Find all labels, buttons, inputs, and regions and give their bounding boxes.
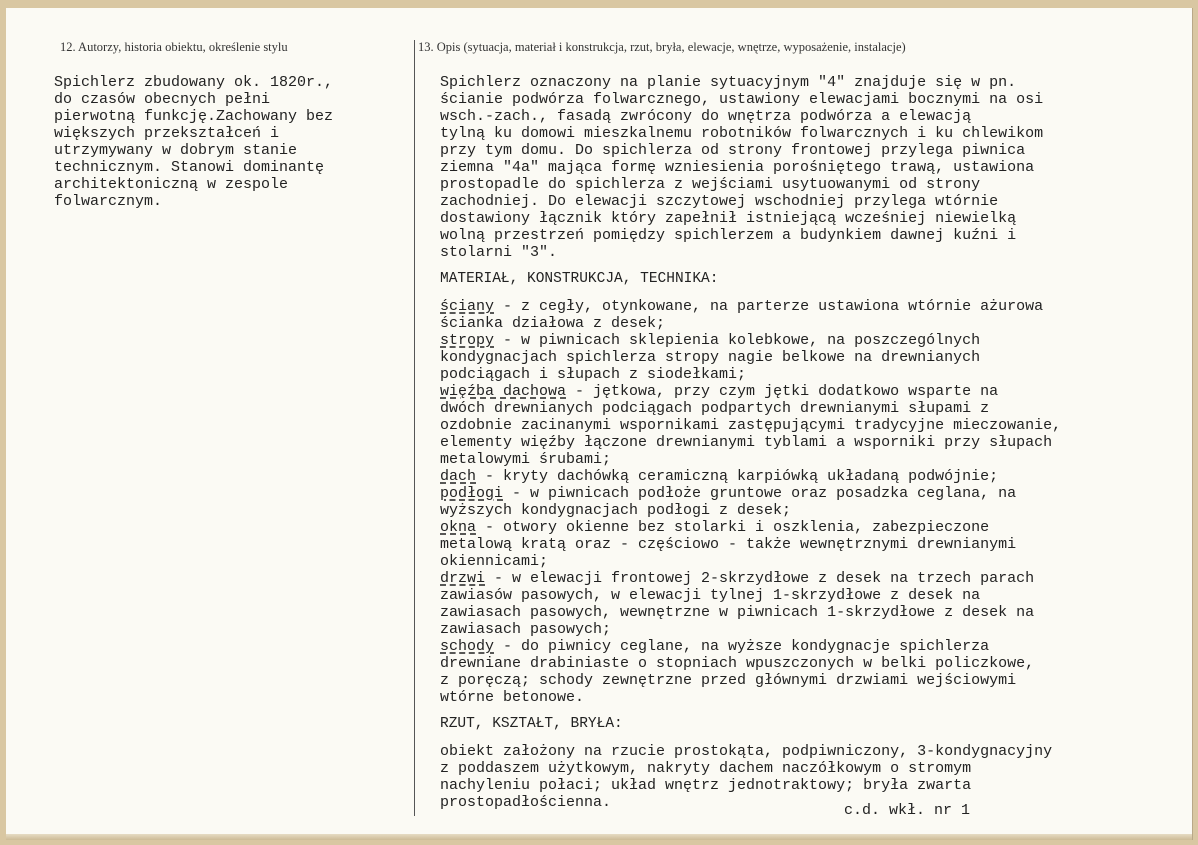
entry-term: dach bbox=[440, 468, 477, 485]
entry-stairs bbox=[440, 638, 1160, 706]
history-text: Spichlerz zbudowany ok. 1820r., do czasów obecnych pełni pierwotną funkcję.Zachowany bez większych przekształceń i utrzymywany w dobrym stanie technicznym. Stanowi dominantę architektoniczną w zespole folwarcznym. bbox=[54, 74, 334, 210]
entry-term: podłogi bbox=[440, 485, 504, 502]
entry-windows bbox=[440, 519, 1160, 570]
rzut-heading: RZUT, KSZTAŁT, BRYŁA: bbox=[440, 716, 623, 732]
document-sheet bbox=[6, 8, 1193, 840]
entry-roof-truss bbox=[440, 383, 1160, 468]
entry-doors bbox=[440, 570, 1160, 638]
section-12-header: 12. Autorzy, historia obiektu, określenie stylu bbox=[60, 40, 288, 54]
entry-text: - z cegły, otynkowane, na parterze ustawiona wtórnie ażurowa ścianka działowa z desek; bbox=[440, 298, 1044, 332]
rzut-text: obiekt założony na rzucie prostokąta, podpiwniczony, 3-kondygnacyjny z poddaszem użytkowym, nakryty dachem naczółkowym o stromym nachyleniu połaci; układ wnętrz jednotraktowy; bryła zwarta prostopadłościenna. bbox=[440, 743, 1053, 811]
history-column bbox=[54, 74, 374, 210]
entry-term: schody bbox=[440, 638, 495, 655]
material-heading: MATERIAŁ, KONSTRUKCJA, TECHNIKA: bbox=[440, 271, 719, 287]
entry-floors bbox=[440, 485, 1160, 519]
entry-term: stropy bbox=[440, 332, 495, 349]
entry-term: więźba dachowa bbox=[440, 383, 567, 400]
situation-text: Spichlerz oznaczony na planie sytuacyjnym "4" znajduje się w pn. ścianie podwórza folwarcznego, ustawiony elewacjami bocznymi na osi wsch.-zach., fasadą zwrócony do wnętrza podwórza a elewacją tylną ku domowi mieszkalnemu robotników folwarcznych i ku chlewikom przy tym domu. Do spichlerza od strony frontowej przylega piwnica ziemna "4a" mająca formę wzniesienia porośniętego trawą, ustawiona prostopadle do spichlerza z wejściami usytuowanymi od strony zachodniej. Do elewacji szczytowej wschodniej przylega wtórnie dostawiony łącznik który zapełnił istniejącą wcześniej niewielką wolną przestrzeń pomiędzy spichlerzem a budynkiem dawnej kuźni i stolarni "3". bbox=[440, 74, 1044, 261]
entry-term: drzwi bbox=[440, 570, 486, 587]
entry-term: okna bbox=[440, 519, 477, 536]
column-divider bbox=[414, 40, 415, 816]
entry-text: - do piwnicy ceglane, na wyższe kondygnacje spichlerza drewniane drabiniaste o stopniach wpuszczonych w belki policzkowe, z poręczą; schody zewnętrzne przed głównymi drzwiami wejściowymi wtórne betonowe. bbox=[440, 638, 1035, 706]
entry-roof bbox=[440, 468, 1160, 485]
page-edge bbox=[6, 834, 1192, 840]
entry-text: - w piwnicach sklepienia kolebkowe, na poszczególnych kondygnacjach spichlerza stropy nagie belkowe na drewnianych podciągach i słupach z siodełkami; bbox=[440, 332, 981, 383]
section-13-header: 13. Opis (sytuacja, materiał i konstrukcja, rzut, bryła, elewacje, wnętrze, wyposażenie, instalacje) bbox=[418, 40, 906, 54]
entry-text: - jętkowa, przy czym jętki dodatkowo wsparte na dwóch drewnianych podciągach podpartych drewnianymi słupami z ozdobnie zacinanymi wspornikami zastępującymi tradycyjne mieczowanie, elementy więźby łączone drewnianymi tyblami a wsporniki przy słupach metalowymi śrubami; bbox=[440, 383, 1062, 468]
entry-ceilings bbox=[440, 332, 1160, 383]
entry-term: ściany bbox=[440, 298, 495, 315]
entry-text: - w elewacji frontowej 2-skrzydłowe z desek na trzech parach zawiasów pasowych, w elewacji tylnej 1-skrzydłowe z desek na zawiasach pasowych, wewnętrzne w piwnicach 1-skrzydłowe z desek na zawiasach pasowych; bbox=[440, 570, 1035, 638]
entry-text: - kryty dachówką ceramiczną karpiówką układaną podwójnie; bbox=[476, 468, 999, 485]
continuation-note: c.d. wkł. nr 1 bbox=[844, 802, 971, 819]
entry-text: - w piwnicach podłoże gruntowe oraz posadzka ceglana, na wyższych kondygnacjach podłogi z desek; bbox=[440, 485, 1017, 519]
entry-text: - otwory okienne bez stolarki i oszklenia, zabezpieczone metalową kratą oraz - częściowo - także wewnętrznymi drewnianymi okiennicami; bbox=[440, 519, 1017, 570]
description-column bbox=[440, 74, 1160, 811]
entry-walls bbox=[440, 298, 1160, 332]
